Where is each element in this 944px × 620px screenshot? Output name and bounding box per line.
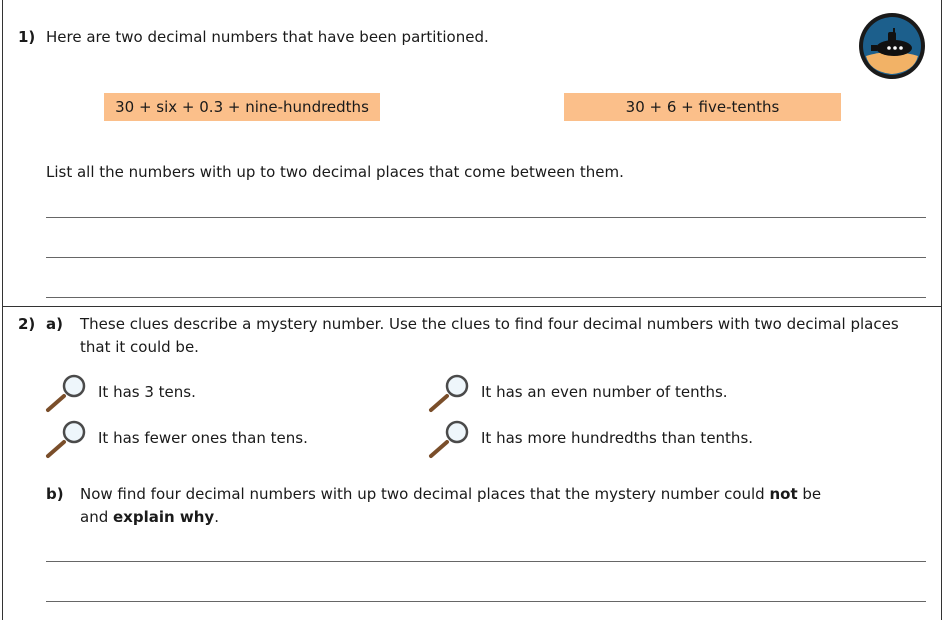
part-a-text-line1: These clues describe a mystery number. Use the clues to find four decimal numbers with two decimal places xyxy=(80,315,899,333)
partitioned-number-right: 30 + 6 + five-tenths xyxy=(564,93,841,121)
submarine-icon xyxy=(858,12,926,80)
part-a-label: a) xyxy=(46,315,63,333)
part-a-text-line2: that it could be. xyxy=(80,338,199,356)
magnifying-glass-icon xyxy=(427,418,471,462)
page-border-right xyxy=(941,0,942,620)
partitioned-number-left: 30 + six + 0.3 + nine-hundredths xyxy=(104,93,380,121)
answer-line[interactable] xyxy=(46,561,926,562)
clue-text: It has 3 tens. xyxy=(98,383,196,401)
question-2-number: 2) xyxy=(18,315,36,333)
part-b-text-line2: and explain why. xyxy=(80,508,219,526)
question-1-intro: Here are two decimal numbers that have been partitioned. xyxy=(46,28,489,46)
answer-line[interactable] xyxy=(46,601,926,602)
question-1-number: 1) xyxy=(18,28,36,46)
clue-text: It has an even number of tenths. xyxy=(481,383,728,401)
answer-line[interactable] xyxy=(46,257,926,258)
clue-text: It has more hundredths than tenths. xyxy=(481,429,754,447)
magnifying-glass-icon xyxy=(427,372,471,416)
answer-line[interactable] xyxy=(46,217,926,218)
question-1-instruction: List all the numbers with up to two decimal places that come between them. xyxy=(46,163,624,181)
answer-line[interactable] xyxy=(46,297,926,298)
page-border-left xyxy=(2,0,3,620)
question-divider xyxy=(3,306,941,307)
part-b-label: b) xyxy=(46,485,64,503)
clue-text: It has fewer ones than tens. xyxy=(98,429,308,447)
magnifying-glass-icon xyxy=(44,372,88,416)
magnifying-glass-icon xyxy=(44,418,88,462)
part-b-text-line1: Now find four decimal numbers with up two decimal places that the mystery number could not be xyxy=(80,485,822,503)
